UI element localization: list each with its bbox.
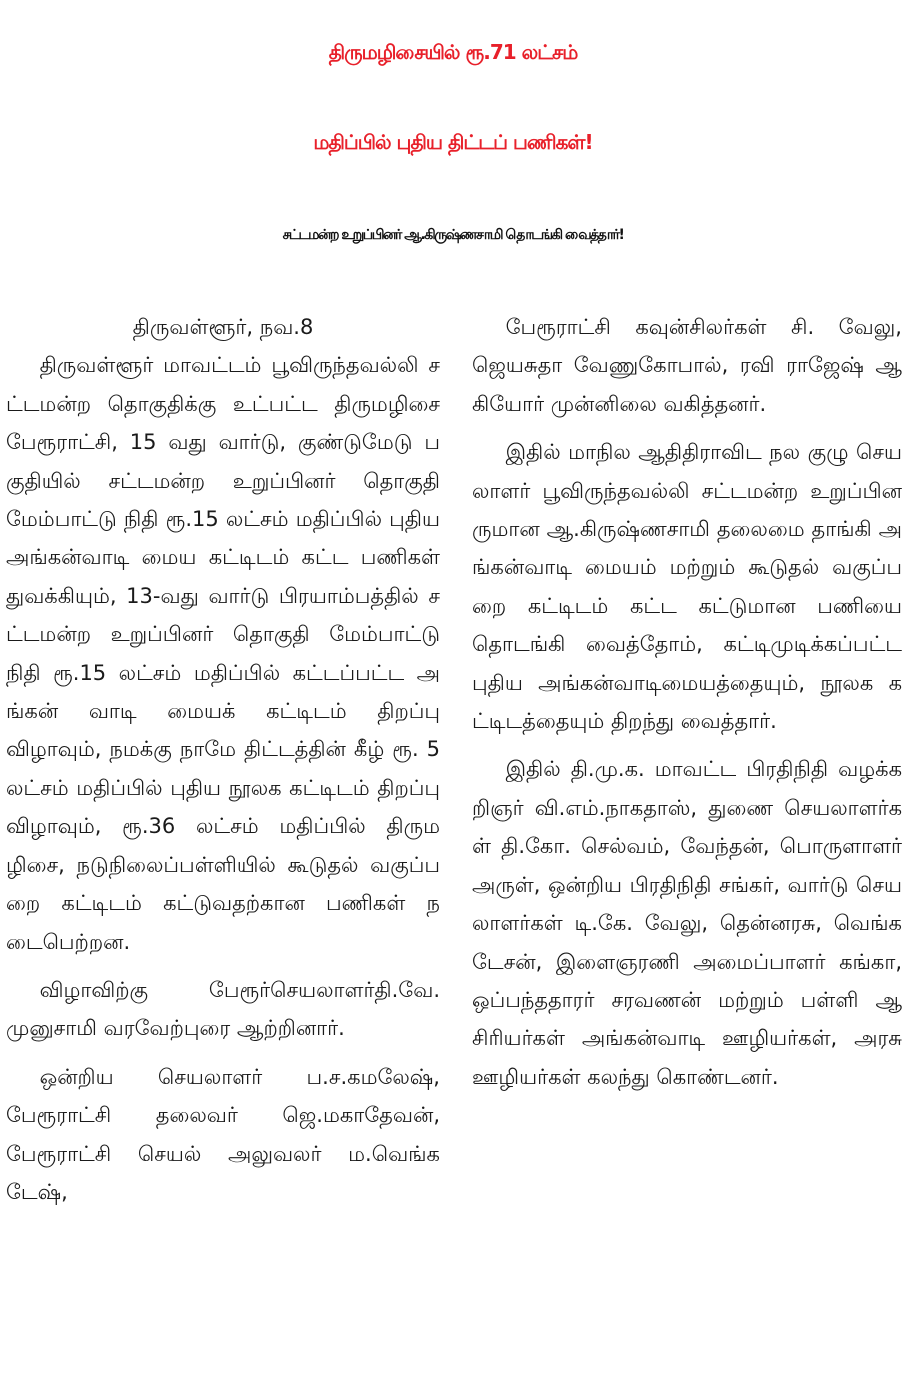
article-column-right [472,308,902,1096]
dateline: திருவள்ளூர், நவ.8 [132,315,314,339]
article-paragraph: இதில் மாநில ஆதிதிராவிட நல குழு செயலாளர் பூவிருந்தவல்லி சட்டமன்ற உறுப்பினருமான ஆ.கிருஷ்ணசாமி தலைமை தாங்கி அங்கன்வாடி மையம் மற்றும் கூடுதல் வகுப்பறை கட்டிடம் கட்ட கட்டுமான பணியை தொடங்கி வைத்தோம், கட்டிமுடிக்கப்பட்ட புதிய அங்கன்வாடிமையத்தையும், நூலக கட்டிடத்தையும் திறந்து வைத்தார். [472,440,902,734]
article-paragraph: ஒன்றிய செயலாளர் ப.ச.கமலேஷ், பேரூராட்சி தலைவர் ஜெ.மகாதேவன், பேரூராட்சி செயல் அலுவலர் ம.வெங்கடேஷ், [6,1064,440,1204]
article-column-left [6,308,440,1211]
headline-line-1: திருமழிசையில் ரூ.71 லட்சம் [328,40,578,64]
subheadline: சட்டமன்ற உறுப்பினர் ஆ.கிருஷ்ணசாமி தொடங்கி வைத்தார்! [282,227,624,243]
article-paragraph: விழாவிற்கு பேரூர்செயலாளர்தி.வே.முனுசாமி வரவேற்புரை ஆற்றினார். [6,977,440,1041]
article-paragraph: இதில் தி.மு.க. மாவட்ட பிரதிநிதி வழக்கறிஞர் வி.எம்.நாகதாஸ், துணை செயலாளர்கள் தி.கோ. செல்வம், வேந்தன், பொருளாளர் அருள், ஒன்றிய பிரதிநிதி சங்கர், வார்டு செயலாளர்கள் டி.கே. வேலு, தென்னரசு, வெங்கடேசன், இளைஞரணி அமைப்பாளர் கங்கா, ஒப்பந்ததாரர் சரவணன் மற்றும் பள்ளி ஆசிரியர்கள் அங்கன்வாடி ஊழியர்கள், அரசு ஊழியர்கள் கலந்து கொண்டனர். [472,757,902,1089]
article-paragraph: பேரூராட்சி கவுன்சிலர்கள் சி. வேலு, ஜெயசுதா வேணுகோபால், ரவி ராஜேஷ் ஆகியோர் முன்னிலை வகித்தனர். [472,315,902,416]
article-paragraph: திருவள்ளூர் மாவட்டம் பூவிருந்தவல்லி சட்டமன்ற தொகுதிக்கு உட்பட்ட திருமழிசை பேரூராட்சி, 15 வது வார்டு, குண்டுமேடு பகுதியில் சட்டமன்ற உறுப்பினர் தொகுதி மேம்பாட்டு நிதி ரூ.15 லட்சம் மதிப்பில் புதிய அங்கன்வாடி மைய கட்டிடம் கட்ட பணிகள் துவக்கியும், 13-வது வார்டு பிரயாம்பத்தில் சட்டமன்ற உறுப்பினர் தொகுதி மேம்பாட்டு நிதி ரூ.15 லட்சம் மதிப்பில் கட்டப்பட்ட அங்கன் வாடி மையக் கட்டிடம் திறப்பு விழாவும், நமக்கு நாமே திட்டத்தின் கீழ் ரூ. 5 லட்சம் மதிப்பில் புதிய நூலக கட்டிடம் திறப்பு விழாவும், ரூ.36 லட்சம் மதிப்பில் திருமழிசை, நடுநிலைப்பள்ளியில் கூடுதல் வகுப்பறை கட்டிடம் கட்டுவதற்கான பணிகள் நடைபெற்றன. [6,353,440,954]
headline-line-2: மதிப்பில் புதிய திட்டப் பணிகள்! [313,130,593,154]
